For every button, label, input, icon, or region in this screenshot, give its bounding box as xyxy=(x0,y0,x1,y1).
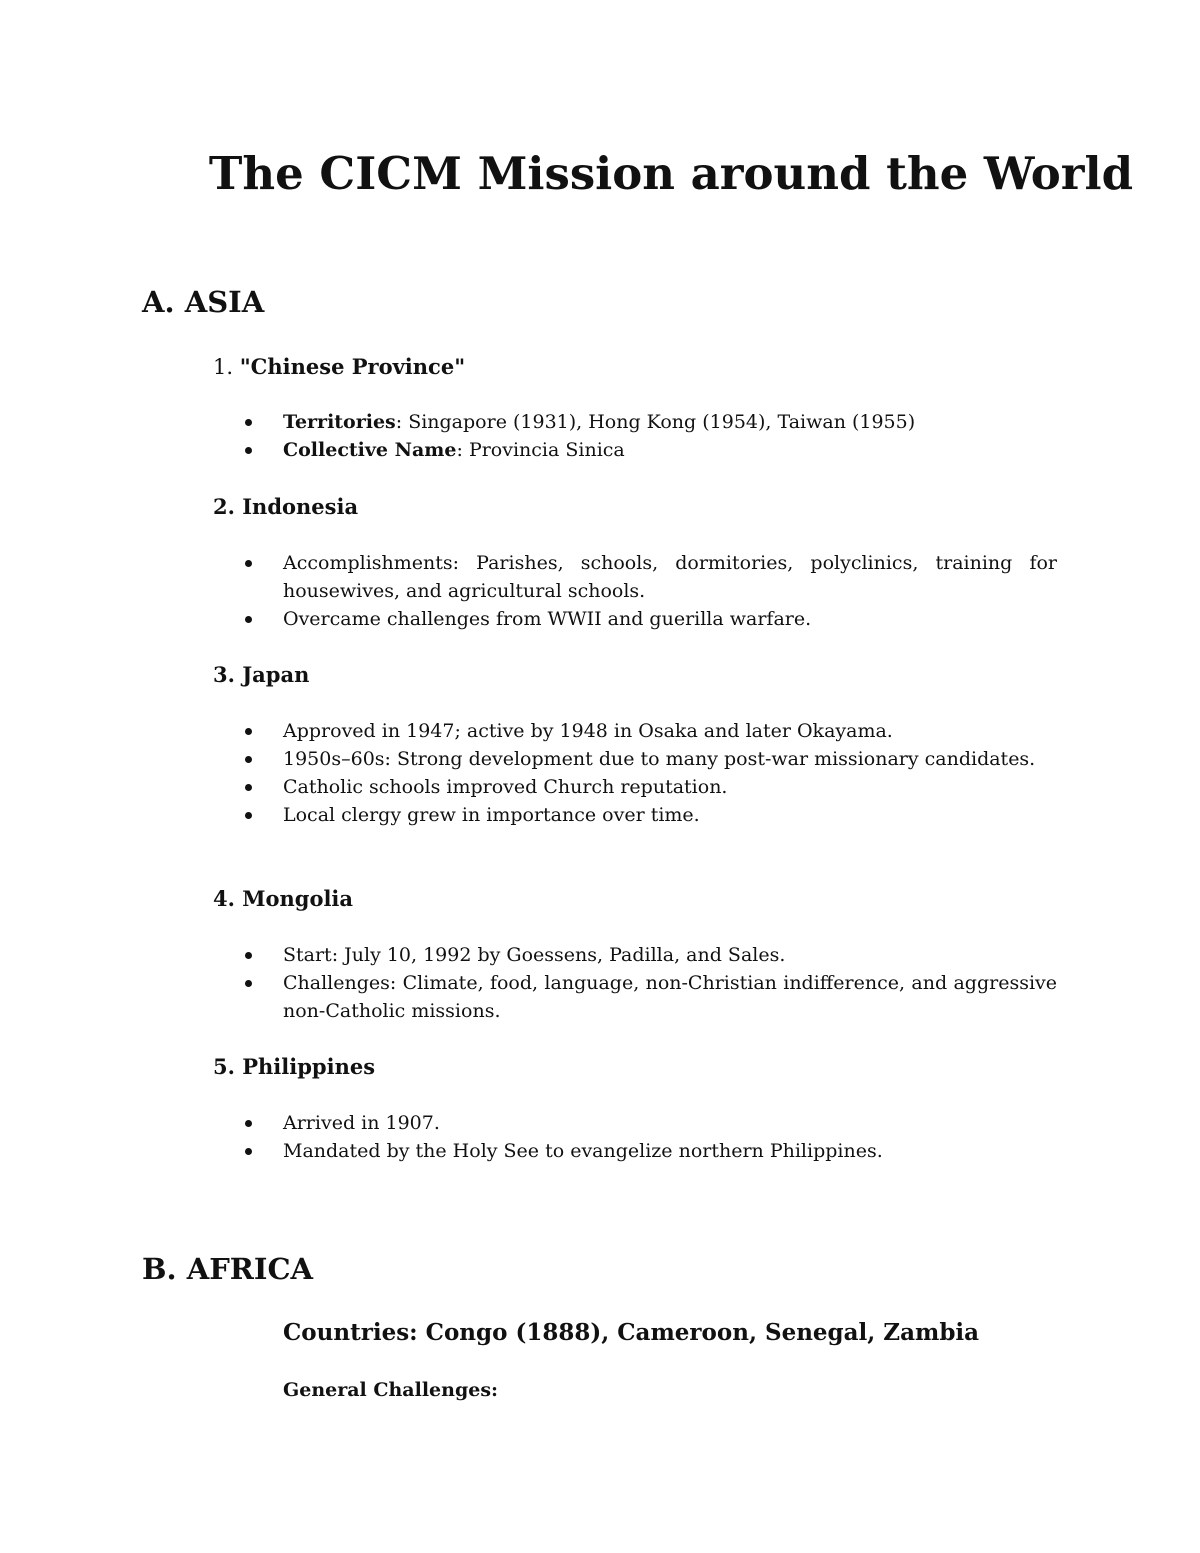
subheading-title: "Chinese Province" xyxy=(239,354,466,379)
list-item xyxy=(245,801,1057,829)
bullet-text: Mandated by the Holy See to evangelize northern Philippines. xyxy=(283,1140,883,1162)
section-heading-africa: B. AFRICA xyxy=(142,1252,314,1286)
list-item xyxy=(245,1137,1057,1165)
section-heading-asia: A. ASIA xyxy=(142,285,265,319)
bullet-dot-icon xyxy=(245,1148,252,1155)
subheading-number: 1. xyxy=(213,355,240,379)
subheading-indonesia xyxy=(213,493,358,521)
bullet-text: Challenges: Climate, food, language, non-Christian indifference, and aggressive non-Catholic missions. xyxy=(283,972,1057,1022)
bullet-dot-icon xyxy=(245,447,252,454)
subheading-chinese-province xyxy=(213,353,465,381)
bullet-text: Accomplishments: Parishes, schools, dormitories, polyclinics, training for housewives, and agricultural schools. xyxy=(283,552,1057,602)
list-item xyxy=(245,408,1057,436)
bullet-text: Start: July 10, 1992 by Goessens, Padilla, and Sales. xyxy=(283,944,786,966)
bullet-list-indonesia xyxy=(245,549,1057,633)
bullet-dot-icon xyxy=(245,728,252,735)
africa-general-challenges: General Challenges: xyxy=(283,1379,499,1401)
bullet-dot-icon xyxy=(245,812,252,819)
list-item xyxy=(245,969,1057,1025)
bullet-text: Catholic schools improved Church reputation. xyxy=(283,776,728,798)
bullet-text: : Singapore (1931), Hong Kong (1954), Taiwan (1955) xyxy=(395,411,916,433)
list-item xyxy=(245,773,1057,801)
list-item xyxy=(245,1109,1057,1137)
bullet-list-chinese-province xyxy=(245,408,1057,464)
bullet-text: Approved in 1947; active by 1948 in Osaka and later Okayama. xyxy=(283,720,893,742)
bullet-list-mongolia xyxy=(245,941,1057,1025)
bullet-dot-icon xyxy=(245,616,252,623)
bullet-label: Territories xyxy=(283,411,396,433)
list-item xyxy=(245,605,1057,633)
bullet-dot-icon xyxy=(245,560,252,567)
list-item xyxy=(245,436,1057,464)
bullet-dot-icon xyxy=(245,1120,252,1127)
list-item xyxy=(245,745,1057,773)
bullet-text: Local clergy grew in importance over time. xyxy=(283,804,700,826)
bullet-text: : Provincia Sinica xyxy=(456,439,625,461)
bullet-label: Collective Name xyxy=(283,439,457,461)
subheading-mongolia xyxy=(213,885,353,913)
bullet-dot-icon xyxy=(245,756,252,763)
subheading-title: 4. Mongolia xyxy=(213,886,354,911)
bullet-dot-icon xyxy=(245,980,252,987)
subheading-title: 5. Philippines xyxy=(213,1054,376,1079)
list-item xyxy=(245,549,1057,605)
bullet-text: Arrived in 1907. xyxy=(283,1112,440,1134)
bullet-list-philippines xyxy=(245,1109,1057,1165)
subheading-philippines xyxy=(213,1053,375,1081)
bullet-text: Overcame challenges from WWII and guerilla warfare. xyxy=(283,608,812,630)
list-item xyxy=(245,717,1057,745)
africa-countries: Countries: Congo (1888), Cameroon, Senegal, Zambia xyxy=(283,1319,980,1346)
bullet-dot-icon xyxy=(245,784,252,791)
bullet-dot-icon xyxy=(245,419,252,426)
subheading-japan xyxy=(213,661,309,689)
document-title: The CICM Mission around the World xyxy=(208,147,1134,200)
bullet-dot-icon xyxy=(245,952,252,959)
subheading-title: 3. Japan xyxy=(213,662,310,687)
list-item xyxy=(245,941,1057,969)
bullet-text: 1950s–60s: Strong development due to many post-war missionary candidates. xyxy=(283,748,1036,770)
subheading-title: 2. Indonesia xyxy=(213,494,359,519)
bullet-list-japan xyxy=(245,717,1057,829)
